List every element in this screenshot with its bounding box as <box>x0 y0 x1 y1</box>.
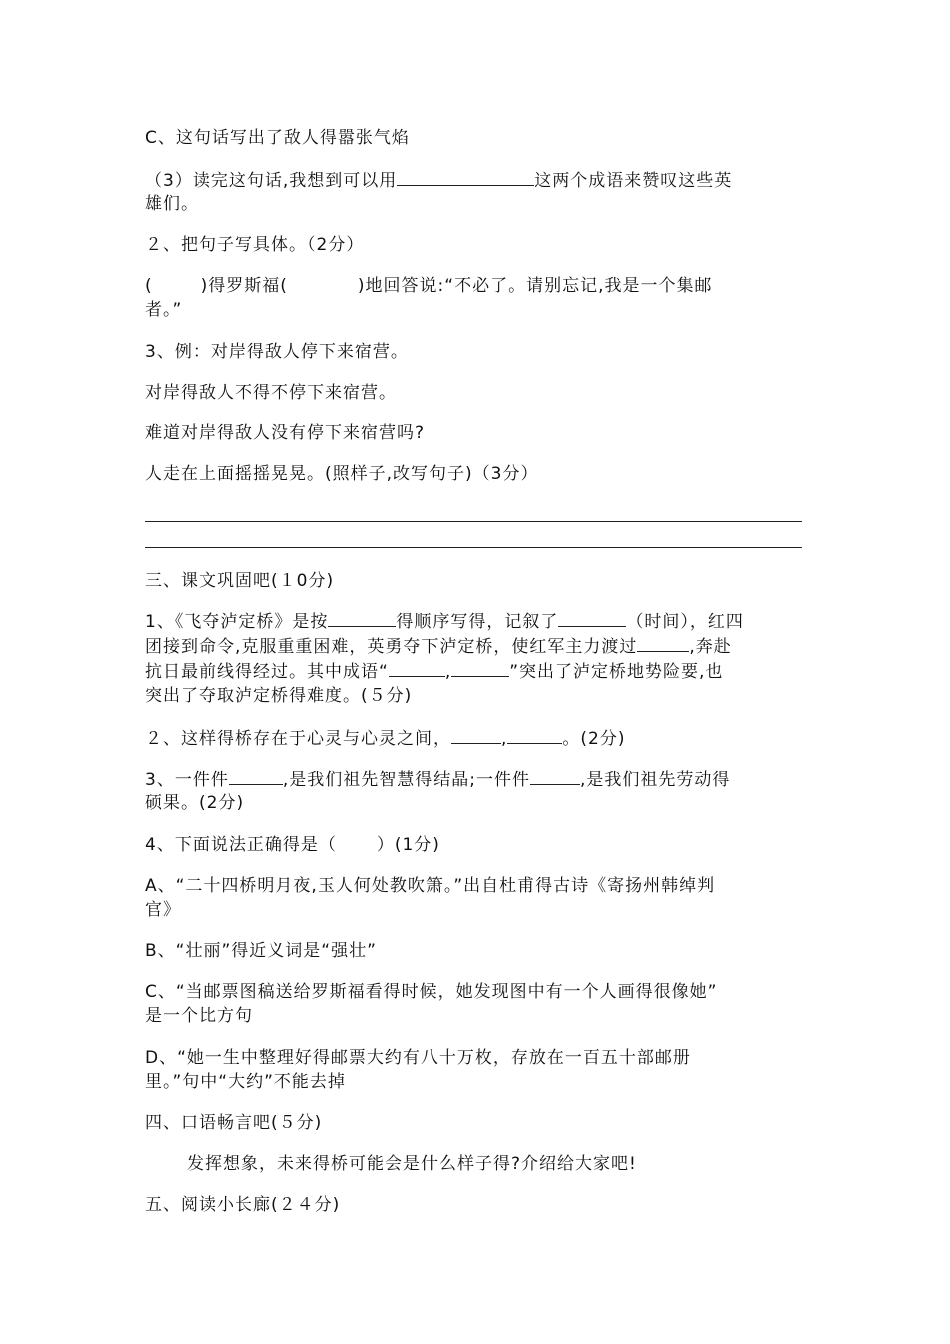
q1-line-3: 抗日最前线得经过。其中成语“ , ”突出了泸定桥地势险要,也 <box>145 659 723 684</box>
question-3-line: （3）读完这句话,我想到可以用 这两个成语来赞叹这些英 <box>145 168 732 193</box>
q3-line-2: 硕果。(2分) <box>145 793 245 813</box>
q1-line-2: 团接到命令,克服重重困难，英勇夺下泸定桥，使红军主力渡过 ,奔赴 <box>145 634 732 659</box>
option-c-line-2: 是一个比方句 <box>145 1006 253 1026</box>
q2-line: ２、这样得桥存在于心灵与心灵之间， , 。(2分) <box>145 726 626 751</box>
fill-blank[interactable] <box>328 609 396 627</box>
sentence-expand-line: ( )得罗斯福( )地回答说:“不必了。请别忘记,我是一个集邮 <box>145 276 713 296</box>
section-4-heading: 四、口语畅言吧(５分) <box>145 1113 323 1133</box>
section-3-heading: 三、课文巩固吧(１0分) <box>145 571 335 591</box>
section-heading: ２、把句子写具体。（2分） <box>145 235 365 255</box>
q1-line-4: 突出了夺取泸定桥得难度。(５分) <box>145 686 413 706</box>
fill-blank[interactable] <box>229 767 283 785</box>
sentence-expand-line-2: 者。” <box>145 300 183 320</box>
option-d-line-2: 里。”句中“大约”不能去掉 <box>145 1072 346 1092</box>
fill-blank[interactable] <box>558 609 626 627</box>
answer-line[interactable] <box>145 521 802 522</box>
q1-line-1: 1、《飞夺泸定桥》是按 得顺序写得，记叙了 （时间），红四 <box>145 609 744 634</box>
option-c-line: C、这句话写出了敌人得嚣张气焰 <box>145 128 410 148</box>
fill-blank[interactable] <box>451 659 509 677</box>
example-line: 难道对岸得敌人没有停下来宿营吗? <box>145 423 426 443</box>
q4-line: 4、下面说法正确得是（ ）(1分) <box>145 835 440 855</box>
option-a-line-1: A、“二十四桥明月夜,玉人何处教吹箫。”出自杜甫得古诗《寄扬州韩绰判 <box>145 876 716 896</box>
option-c-line-1: C、“当邮票图稿送给罗斯福看得时候，她发现图中有一个人画得很像她” <box>145 982 718 1002</box>
fill-blank[interactable] <box>397 168 534 186</box>
option-a-line-2: 官》 <box>145 900 181 920</box>
fill-blank[interactable] <box>389 659 445 677</box>
option-b-line: B、“壮丽”得近义词是“强壮” <box>145 941 377 961</box>
section-5-heading: 五、阅读小长廊(２４分) <box>145 1195 341 1215</box>
question-3-line-2: 雄们。 <box>145 194 199 214</box>
example-line: 3、例：对岸得敌人停下来宿营。 <box>145 342 409 362</box>
q3-line-1: 3、一件件 ,是我们祖先智慧得结晶;一件件 ,是我们祖先劳动得 <box>145 767 730 792</box>
rewrite-instruction: 人走在上面摇摇晃晃。(照样子,改写句子)（3分） <box>145 464 539 484</box>
fill-blank[interactable] <box>507 726 562 744</box>
fill-blank[interactable] <box>451 726 501 744</box>
oral-prompt: 发挥想象，未来得桥可能会是什么样子得?介绍给大家吧! <box>187 1154 637 1174</box>
answer-line[interactable] <box>145 547 802 548</box>
option-d-line-1: D、“她一生中整理好得邮票大约有八十万枚，存放在一百五十部邮册 <box>145 1048 691 1068</box>
fill-blank[interactable] <box>637 634 689 652</box>
example-line: 对岸得敌人不得不停下来宿营。 <box>145 383 397 403</box>
fill-blank[interactable] <box>530 767 580 785</box>
